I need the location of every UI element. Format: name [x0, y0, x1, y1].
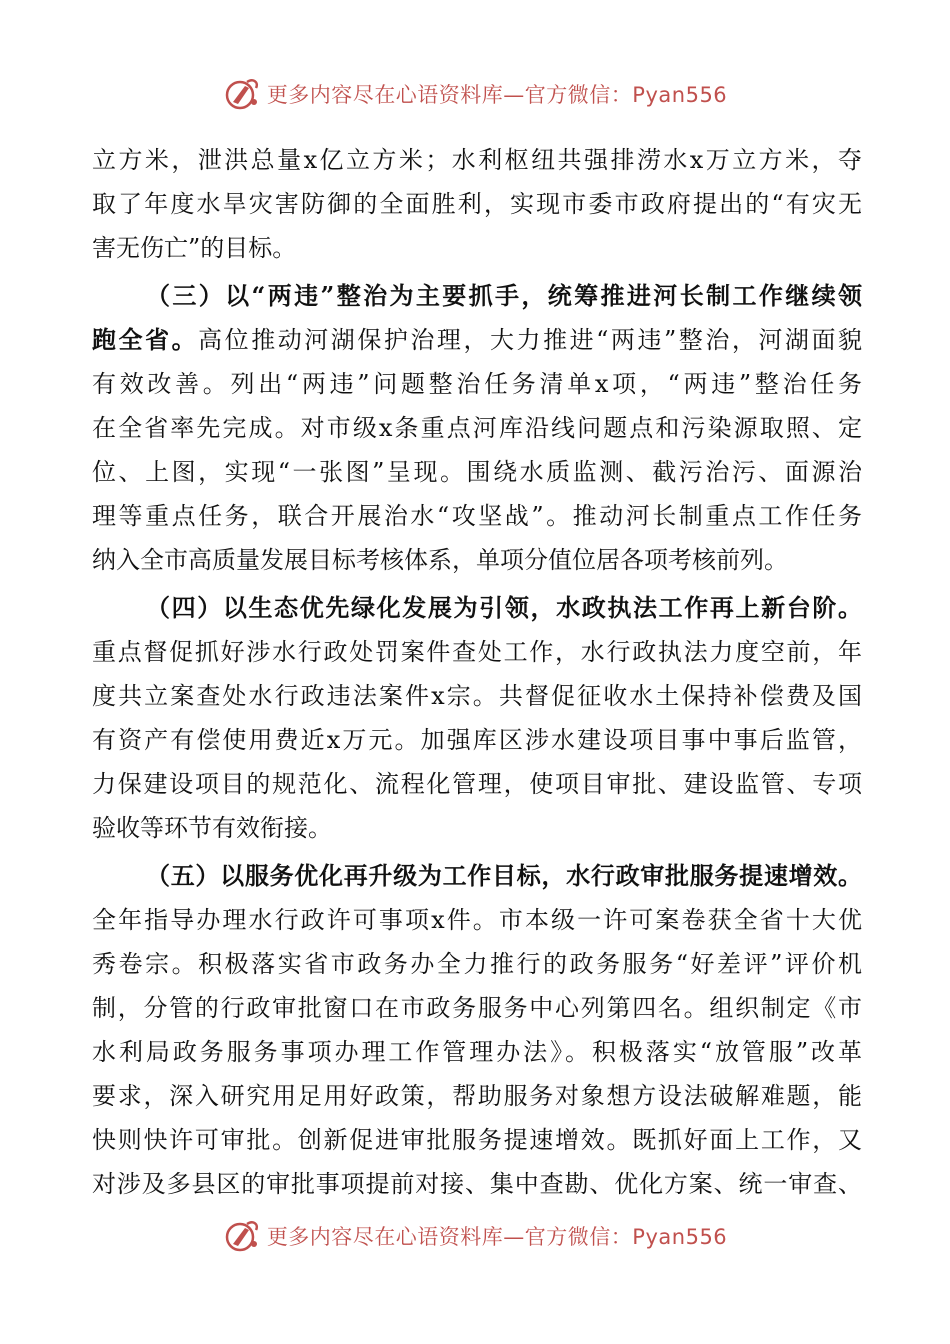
section-heading-end: 跑全省。: [92, 325, 199, 354]
paragraph-water-law-enforcement: [92, 586, 862, 850]
text-line: 立方米，泄洪总量x亿立方米；水利枢纽共强排涝水x万立方米，夺: [92, 146, 862, 174]
text-line: 快则快许可审批。创新促进审批服务提速增效。既抓好面上工作，又: [92, 1126, 862, 1154]
text-line: 位、上图，实现“一张图”呈现。围绕水质监测、截污治污、面源治: [92, 458, 862, 486]
text-line: 力保建设项目的规范化、流程化管理，使项目审批、建设监管、专项: [92, 770, 862, 798]
text-line: 验收等环节有效衔接。: [92, 814, 332, 842]
section-heading: （四）以生态优先绿化发展为引领，水政执法工作再上新台阶。: [146, 593, 862, 622]
watermark-text: 更多内容尽在心语资料库—官方微信：Pyan556: [266, 1225, 728, 1249]
text-line: 取了年度水旱灾害防御的全面胜利，实现市委市政府提出的“有灾无: [92, 190, 862, 218]
section-heading: （五）以服务优化再升级为工作目标，水行政审批服务提速增效。: [146, 861, 862, 890]
text-line: 害无伤亡”的目标。: [92, 234, 297, 262]
text-line: 有效改善。列出“两违”问题整治任务清单x项，“两违”整治任务: [92, 370, 862, 398]
document-body: [92, 138, 862, 1206]
paragraph-flood-control: [92, 138, 862, 270]
text-line: 纳入全市高质量发展目标考核体系，单项分值位居各项考核前列。: [92, 546, 788, 574]
watermark-footer: [0, 1214, 950, 1258]
text-line: 度共立案查处水行政违法案件x宗。共督促征收水土保持补偿费及国: [92, 682, 862, 710]
text-line: 有资产有偿使用费近x万元。加强库区涉水建设项目事中事后监管，: [92, 726, 862, 754]
watermark-logo-icon: [223, 1216, 263, 1256]
text-line: 全年指导办理水行政许可事项x件。市本级一许可案卷获全省十大优: [92, 906, 862, 934]
text-line: 秀卷宗。积极落实省市政务办全力推行的政务服务“好差评”评价机: [92, 950, 862, 978]
text-line: 水利局政务服务事项办理工作管理办法》。积极落实“放管服”改革: [92, 1038, 862, 1066]
text-line: 对涉及多县区的审批事项提前对接、集中查勘、优化方案、统一审查、: [92, 1170, 862, 1198]
text-line: 重点督促抓好涉水行政处罚案件查处工作，水行政执法力度空前，年: [92, 638, 862, 666]
paragraph-river-chief: [92, 274, 862, 582]
watermark-header: [0, 72, 950, 116]
paragraph-administrative-approval: [92, 854, 862, 1206]
text-line: 在全省率先完成。对市级x条重点河库沿线问题点和污染源取照、定: [92, 414, 862, 442]
section-heading: （三）以“两违”整治为主要抓手，统筹推进河长制工作继续领: [146, 281, 862, 310]
watermark-text: 更多内容尽在心语资料库—官方微信：Pyan556: [266, 83, 728, 107]
text-line: 跑全省。高位推动河湖保护治理，大力推进“两违”整治，河湖面貌: [92, 325, 862, 354]
text-line: 理等重点任务，联合开展治水“攻坚战”。推动河长制重点工作任务: [92, 502, 862, 530]
text-line: 要求，深入研究用足用好政策，帮助服务对象想方设法破解难题，能: [92, 1082, 862, 1110]
text-line: 制，分管的行政审批窗口在市政务服务中心列第四名。组织制定《市: [92, 994, 862, 1022]
watermark-logo-icon: [223, 74, 263, 114]
